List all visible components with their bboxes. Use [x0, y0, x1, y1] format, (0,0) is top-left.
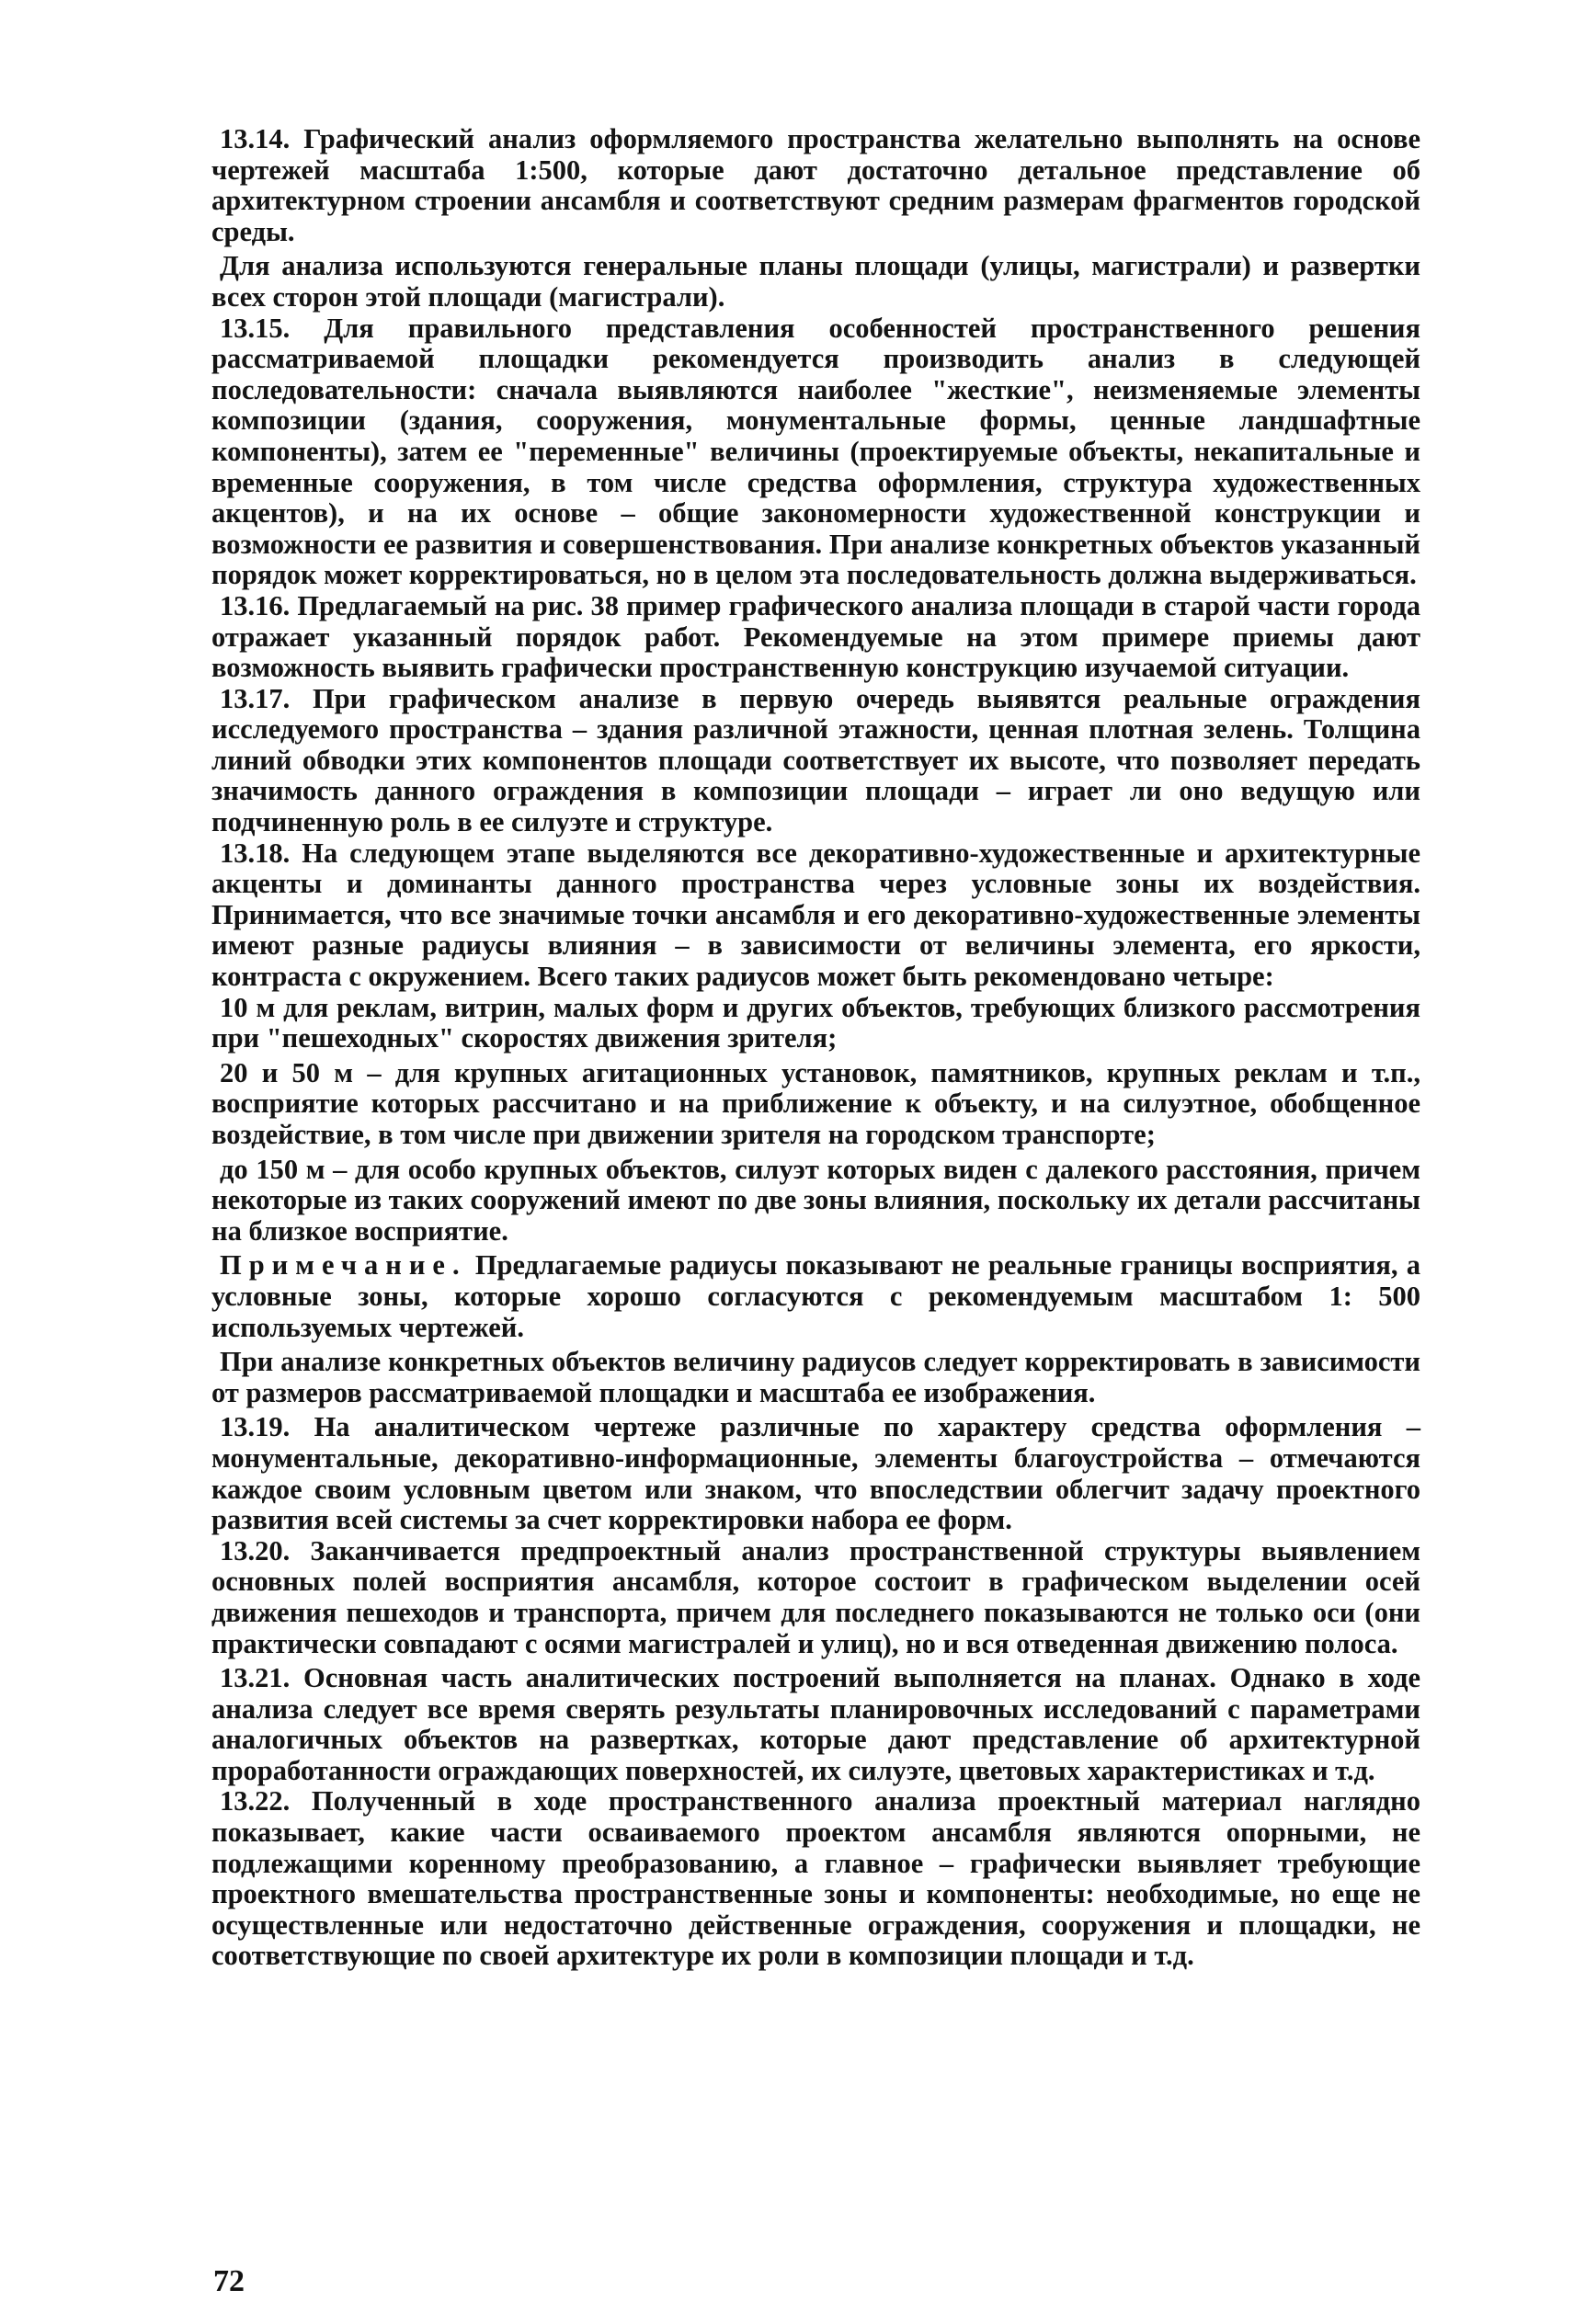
paragraph-analysis-plans: Для анализа используются генеральные планы площади (улицы, магистрали) и развертки всех сторон этой площади (магистрали). — [211, 250, 1420, 313]
paragraph-note — [211, 1250, 1420, 1343]
paragraph-13-16: 13.16. Предлагаемый на рис. 38 пример графического анализа площади в старой части города отражает указанный порядок работ. Рекомендуемые на этом примере приемы дают возможность выявить графически пространственную конструкцию изучаемой ситуации. — [211, 589, 1420, 684]
paragraph-13-21: 13.21. Основная часть аналитических построений выполняется на планах. Однако в ходе анализа следует все время сверять результаты планировочных исследований с параметрами аналогичных объектов на развертках, которые дают представление об архитектурной проработанности ограждающих поверхностей, их силуэте, цветовых характеристиках и т.д. — [211, 1662, 1420, 1786]
paragraph-13-22: 13.22. Полученный в ходе пространственного анализа проектный материал наглядно показывает, какие части осваиваемого проектом ансамбля являются опорными, не подлежащими коренному преобразованию, а главное – графически выявляет требующие проектного вмешательства пространственные зоны и компоненты: необходимые, но еще не осуществленные или недостаточно действенные ограждения, сооружения и площадки, не соответствующие по своей архитектуре их роли в композиции площади и т.д. — [211, 1785, 1420, 1972]
paragraph-radius-correction: При анализе конкретных объектов величину радиусов следует корректировать в зависимости от размеров рассматриваемой площадки и масштаба ее изображения. — [211, 1346, 1420, 1408]
paragraph-13-19: 13.19. На аналитическом чертеже различные по характеру средства оформления – монументальные, декоративно-информационные, элементы благоустройства – отмечаются каждое своим условным цветом или знаком, что впоследствии облегчит задачу проектного развития всей системы за счет корректировки набора ее форм. — [211, 1411, 1420, 1536]
page-number: 72 — [213, 2264, 245, 2298]
paragraph-radius-150m: до 150 м – для особо крупных объектов, силуэт которых виден с далекого расстояния, причем некоторые из таких сооружений имеют по две зоны влияния, поскольку их детали рассчитаны на близкое восприятие. — [211, 1153, 1420, 1247]
paragraph-13-15: 13.15. Для правильного представления особенностей пространственного решения рассматриваемой площадки рекомендуется производить анализ в следующей последовательности: сначала выявляются наиболее "жесткие", неизменяемые элементы композиции (здания, сооружения, монументальные формы, ценные ландшафтные компоненты), затем ее "переменные" величины (проектируемые объекты, некапитальные и временные сооружения, в том числе средства оформления, структура художественных акцентов), и на их основе – общие закономерности художественной конструкции и возможности ее развития и совершенствования. При анализе конкретных объектов указанный порядок может корректироваться, но в целом эта последовательность должна выдерживаться. — [211, 312, 1420, 591]
page-body — [211, 124, 1420, 2266]
paragraph-13-18: 13.18. На следующем этапе выделяются все декоративно-художественные и архитектурные акценты и доминанты данного пространства через условные зоны их воздействия. Принимается, что все значимые точки ансамбля и его декоративно-художественные элементы имеют разные радиусы влияния – в зависимости от величины элемента, его яркости, контраста с окружением. Всего таких радиусов может быть рекомендовано четыре: — [211, 837, 1420, 993]
paragraph-radius-20-50m: 20 и 50 м – для крупных агитационных установок, памятников, крупных реклам и т.п., восприятие которых рассчитано и на приближение к объекту, и на силуэтное, обобщенное воздействие, в том числе при движении зрителя на городском транспорте; — [211, 1056, 1420, 1150]
paragraph-13-20: 13.20. Заканчивается предпроектный анализ пространственной структуры выявлением основных полей восприятия ансамбля, которое состоит в графическом выделении осей движения пешеходов и транспорта, причем для последнего показываются не только оси (они практически совпадают с осями магистралей и улиц), но и вся отведенная движению полоса. — [211, 1534, 1420, 1659]
paragraph-13-14: 13.14. Графический анализ оформляемого пространства желательно выполнять на основе чертежей масштаба 1:500, которые дают достаточно детальное представление об архитектурном строении ансамбля и соответствуют средним размерам фрагментов городской среды. — [211, 123, 1420, 247]
note-label: Примечание. — [220, 1249, 467, 1282]
paragraph-13-17: 13.17. При графическом анализе в первую очередь выявятся реальные ограждения исследуемого пространства – здания различной этажности, ценная плотная зелень. Толщина линий обводки этих компонентов площади соответствует их высоте, что позволяет передать значимость данного ограждения в композиции площади – играет ли оно ведущую или подчиненную роль в ее силуэте и структуре. — [211, 682, 1420, 838]
paragraph-radius-10m: 10 м для реклам, витрин, малых форм и других объектов, требующих близкого рассмотрения при "пешеходных" скоростях движения зрителя; — [211, 991, 1420, 1054]
note-text: Предлагаемые радиусы показывают не реальные границы восприятия, а условные зоны, которые хорошо согласуются с рекомендуемым масштабом 1: 500 используемых чертежей. — [211, 1249, 1420, 1343]
